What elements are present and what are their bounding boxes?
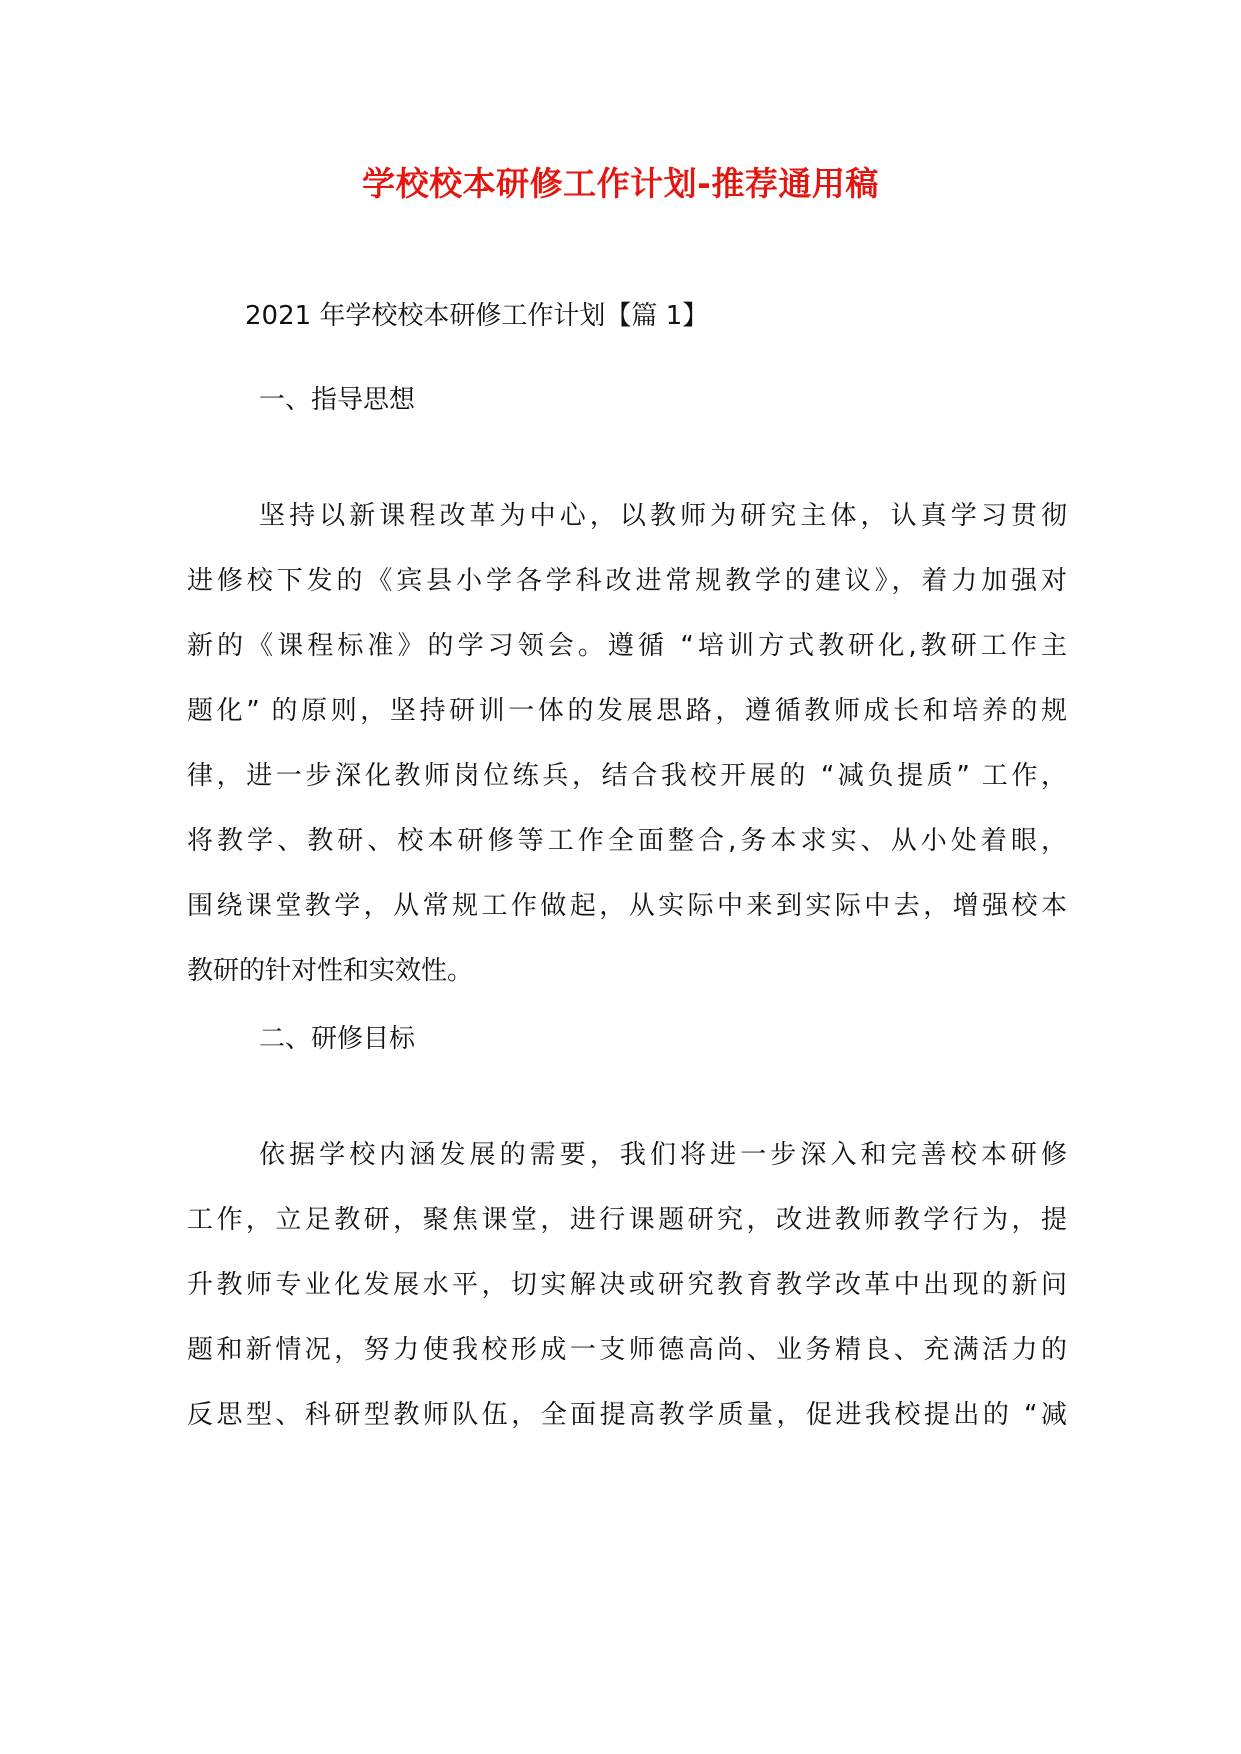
document-title: 学校校本研修工作计划-推荐通用稿	[362, 164, 879, 203]
paragraph-line: 依据学校内涵发展的需要，我们将进一步深入和完善校本研修	[259, 1140, 1067, 1170]
section-heading-research-goals: 二、研修目标	[259, 1024, 416, 1054]
paragraph-line: 坚持以新课程改革为中心，以教师为研究主体，认真学习贯彻	[259, 501, 1067, 531]
section-heading-guiding-ideology: 一、指导思想	[259, 385, 416, 415]
paragraph-line: 工作，立足教研，聚焦课堂，进行课题研究，改进教师教学行为，提	[187, 1205, 1067, 1235]
paragraph-line: 教研的针对性和实效性。	[187, 956, 474, 986]
paragraph-line: 将教学、教研、校本研修等工作全面整合,务本求实、从小处着眼，	[187, 826, 1067, 856]
paragraph-line: 新的《课程标准》的学习领会。遵循 “培训方式教研化,教研工作主	[187, 631, 1067, 661]
section-paragraph-research-goals	[187, 1123, 1067, 1448]
section-paragraph-guiding-ideology	[187, 484, 1067, 1004]
paragraph-line: 升教师专业化发展水平，切实解决或研究教育教学改革中出现的新问	[187, 1270, 1067, 1300]
document-subtitle: 2021 年学校校本研修工作计划【篇 1】	[245, 301, 709, 331]
paragraph-line: 反思型、科研型教师队伍，全面提高教学质量，促进我校提出的 “减	[187, 1400, 1067, 1430]
paragraph-line: 围绕课堂教学，从常规工作做起，从实际中来到实际中去，增强校本	[187, 891, 1067, 921]
paragraph-line: 题化” 的原则，坚持研训一体的发展思路，遵循教师成长和培养的规	[187, 696, 1067, 726]
paragraph-line: 律，进一步深化教师岗位练兵，结合我校开展的 “减负提质” 工作，	[187, 761, 1067, 791]
paragraph-line: 题和新情况，努力使我校形成一支师德高尚、业务精良、充满活力的	[187, 1335, 1067, 1365]
paragraph-line: 进修校下发的《宾县小学各学科改进常规教学的建议》，着力加强对	[187, 566, 1067, 596]
